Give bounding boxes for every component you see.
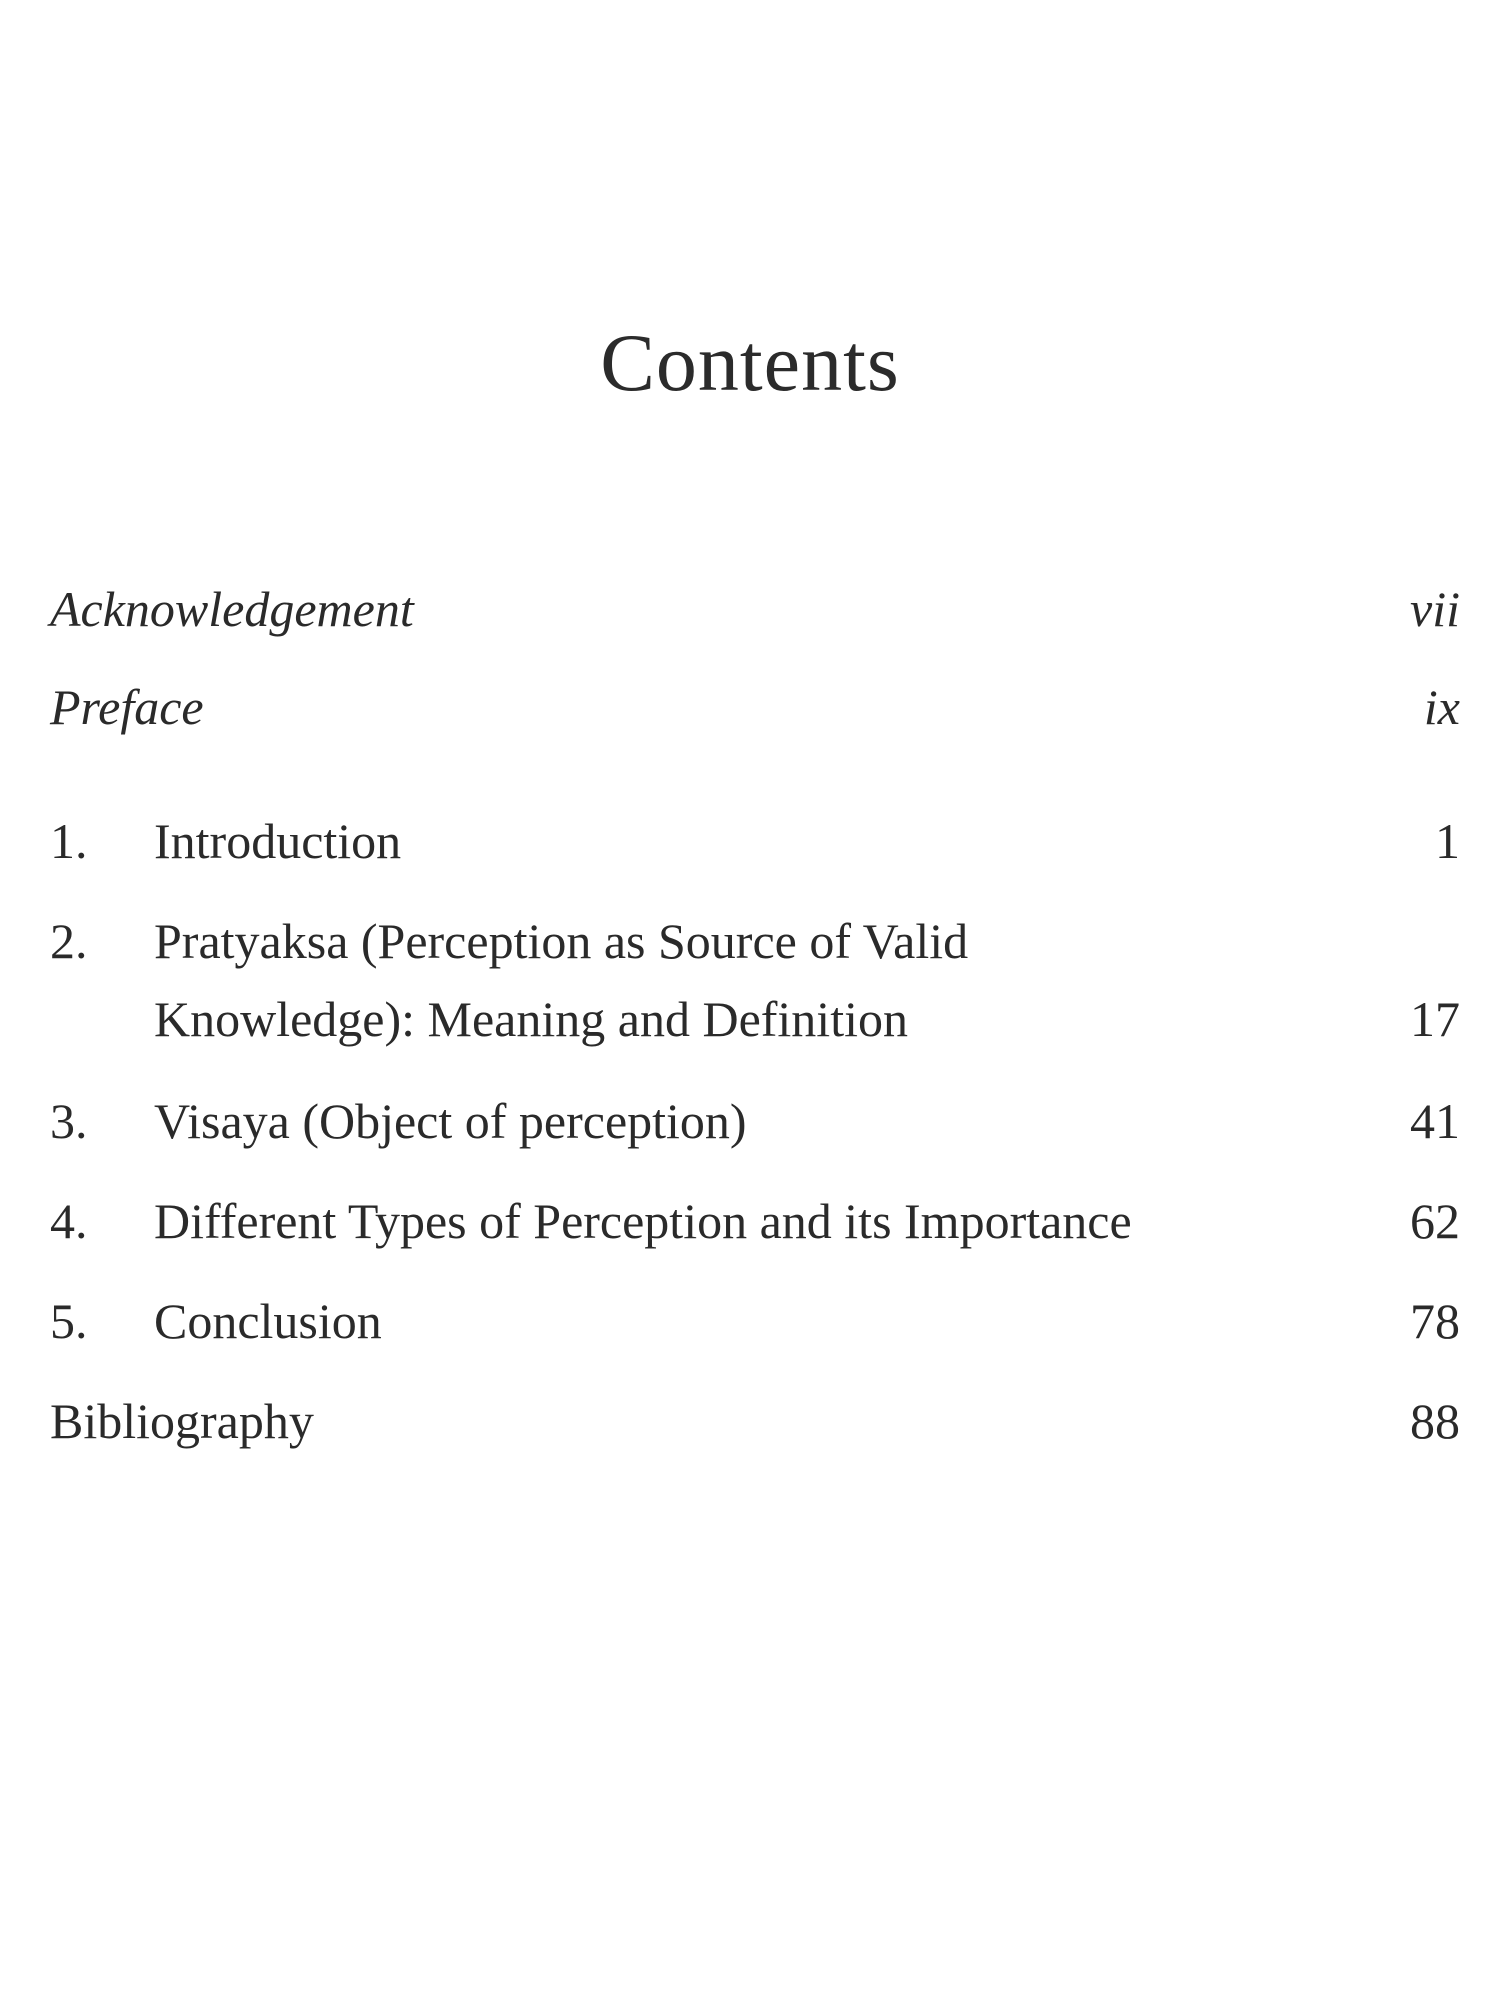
toc-entry-page: 1 bbox=[1435, 813, 1460, 869]
toc-entry-bibliography[interactable] bbox=[50, 1382, 1460, 1460]
toc-entry-page: vii bbox=[1410, 581, 1460, 637]
chapter-title-line-1: Pratyaksa (Perception as Source of Valid bbox=[154, 913, 969, 969]
toc-entry-label: Acknowledgement bbox=[50, 581, 414, 637]
chapter-number: 5. bbox=[50, 1293, 88, 1349]
chapter-number: 3. bbox=[50, 1093, 88, 1149]
toc-entry-page: 41 bbox=[1410, 1093, 1460, 1149]
toc-entry-chapter-1[interactable] bbox=[50, 802, 1460, 880]
chapter-number: 4. bbox=[50, 1193, 88, 1249]
toc-entry-chapter-5[interactable] bbox=[50, 1282, 1460, 1360]
toc-entry-chapter-3[interactable] bbox=[50, 1082, 1460, 1160]
toc-entry-page: ix bbox=[1423, 679, 1460, 735]
chapter-title: Different Types of Perception and its Importance bbox=[154, 1193, 1132, 1249]
chapter-number: 2. bbox=[50, 913, 88, 969]
toc-entry-preface[interactable] bbox=[50, 668, 1460, 746]
chapter-title: Visaya (Object of perception) bbox=[154, 1093, 747, 1149]
chapter-number: 1. bbox=[50, 813, 88, 869]
page-title: Contents bbox=[600, 317, 900, 408]
chapter-title: Conclusion bbox=[154, 1293, 382, 1349]
chapter-title: Introduction bbox=[154, 813, 402, 869]
toc-entry-acknowledgement[interactable] bbox=[50, 570, 1460, 648]
toc-entry-label: Preface bbox=[50, 679, 204, 735]
chapter-title-line-2: Knowledge): Meaning and Definition bbox=[154, 991, 908, 1047]
toc-entry-page: 62 bbox=[1410, 1193, 1460, 1249]
toc-entry-page: 78 bbox=[1410, 1293, 1460, 1349]
toc-entry-chapter-2[interactable] bbox=[50, 902, 1460, 1058]
toc-entry-chapter-4[interactable] bbox=[50, 1182, 1460, 1260]
toc-entry-label: Bibliography bbox=[50, 1393, 314, 1449]
toc-entry-page: 88 bbox=[1410, 1393, 1460, 1449]
toc-entry-page: 17 bbox=[1410, 991, 1460, 1047]
